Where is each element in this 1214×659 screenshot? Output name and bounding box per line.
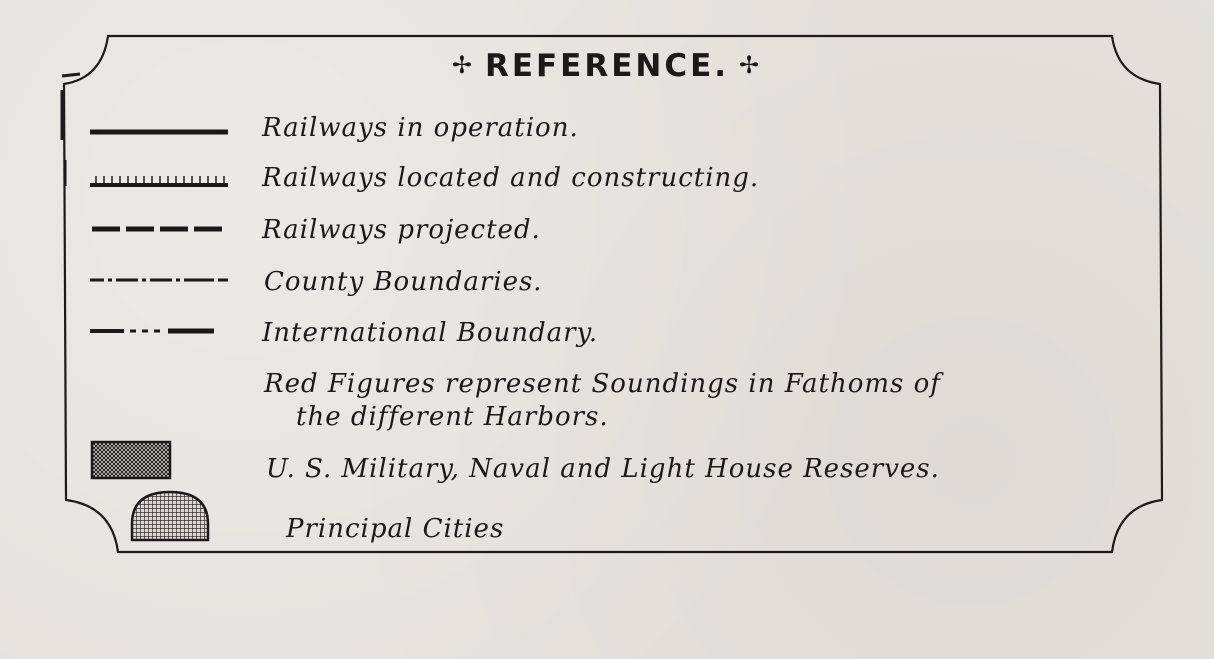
label-railways-projected: Railways projected. — [262, 215, 541, 245]
label-international-boundary: International Boundary. — [262, 318, 599, 348]
label-railways-operation: Railways in operation. — [262, 113, 579, 143]
label-soundings-line1: Red Figures represent Soundings in Fathoms of — [264, 369, 941, 399]
label-principal-cities: Principal Cities — [286, 514, 505, 544]
dashed-line-icon — [88, 222, 233, 236]
label-railways-constructing: Railways located and constructing. — [262, 163, 760, 193]
label-soundings-line2: the different Harbors. — [296, 402, 609, 432]
dash-dot-dot-line-icon — [88, 325, 233, 337]
solid-line-icon — [88, 124, 233, 140]
legend-title-row — [0, 48, 1214, 84]
label-reserves: U. S. Military, Naval and Light House Reserves. — [266, 454, 940, 484]
hatched-dome-icon — [128, 488, 212, 544]
ticked-line-icon — [88, 172, 233, 190]
hatched-rectangle-icon — [90, 440, 174, 480]
ornament-right-icon: ✢ — [739, 51, 763, 79]
legend-title: REFERENCE. — [484, 48, 730, 84]
dash-dot-line-icon — [88, 274, 233, 286]
label-county-boundaries: County Boundaries. — [264, 267, 543, 297]
ornament-left-icon: ✢ — [451, 51, 475, 79]
